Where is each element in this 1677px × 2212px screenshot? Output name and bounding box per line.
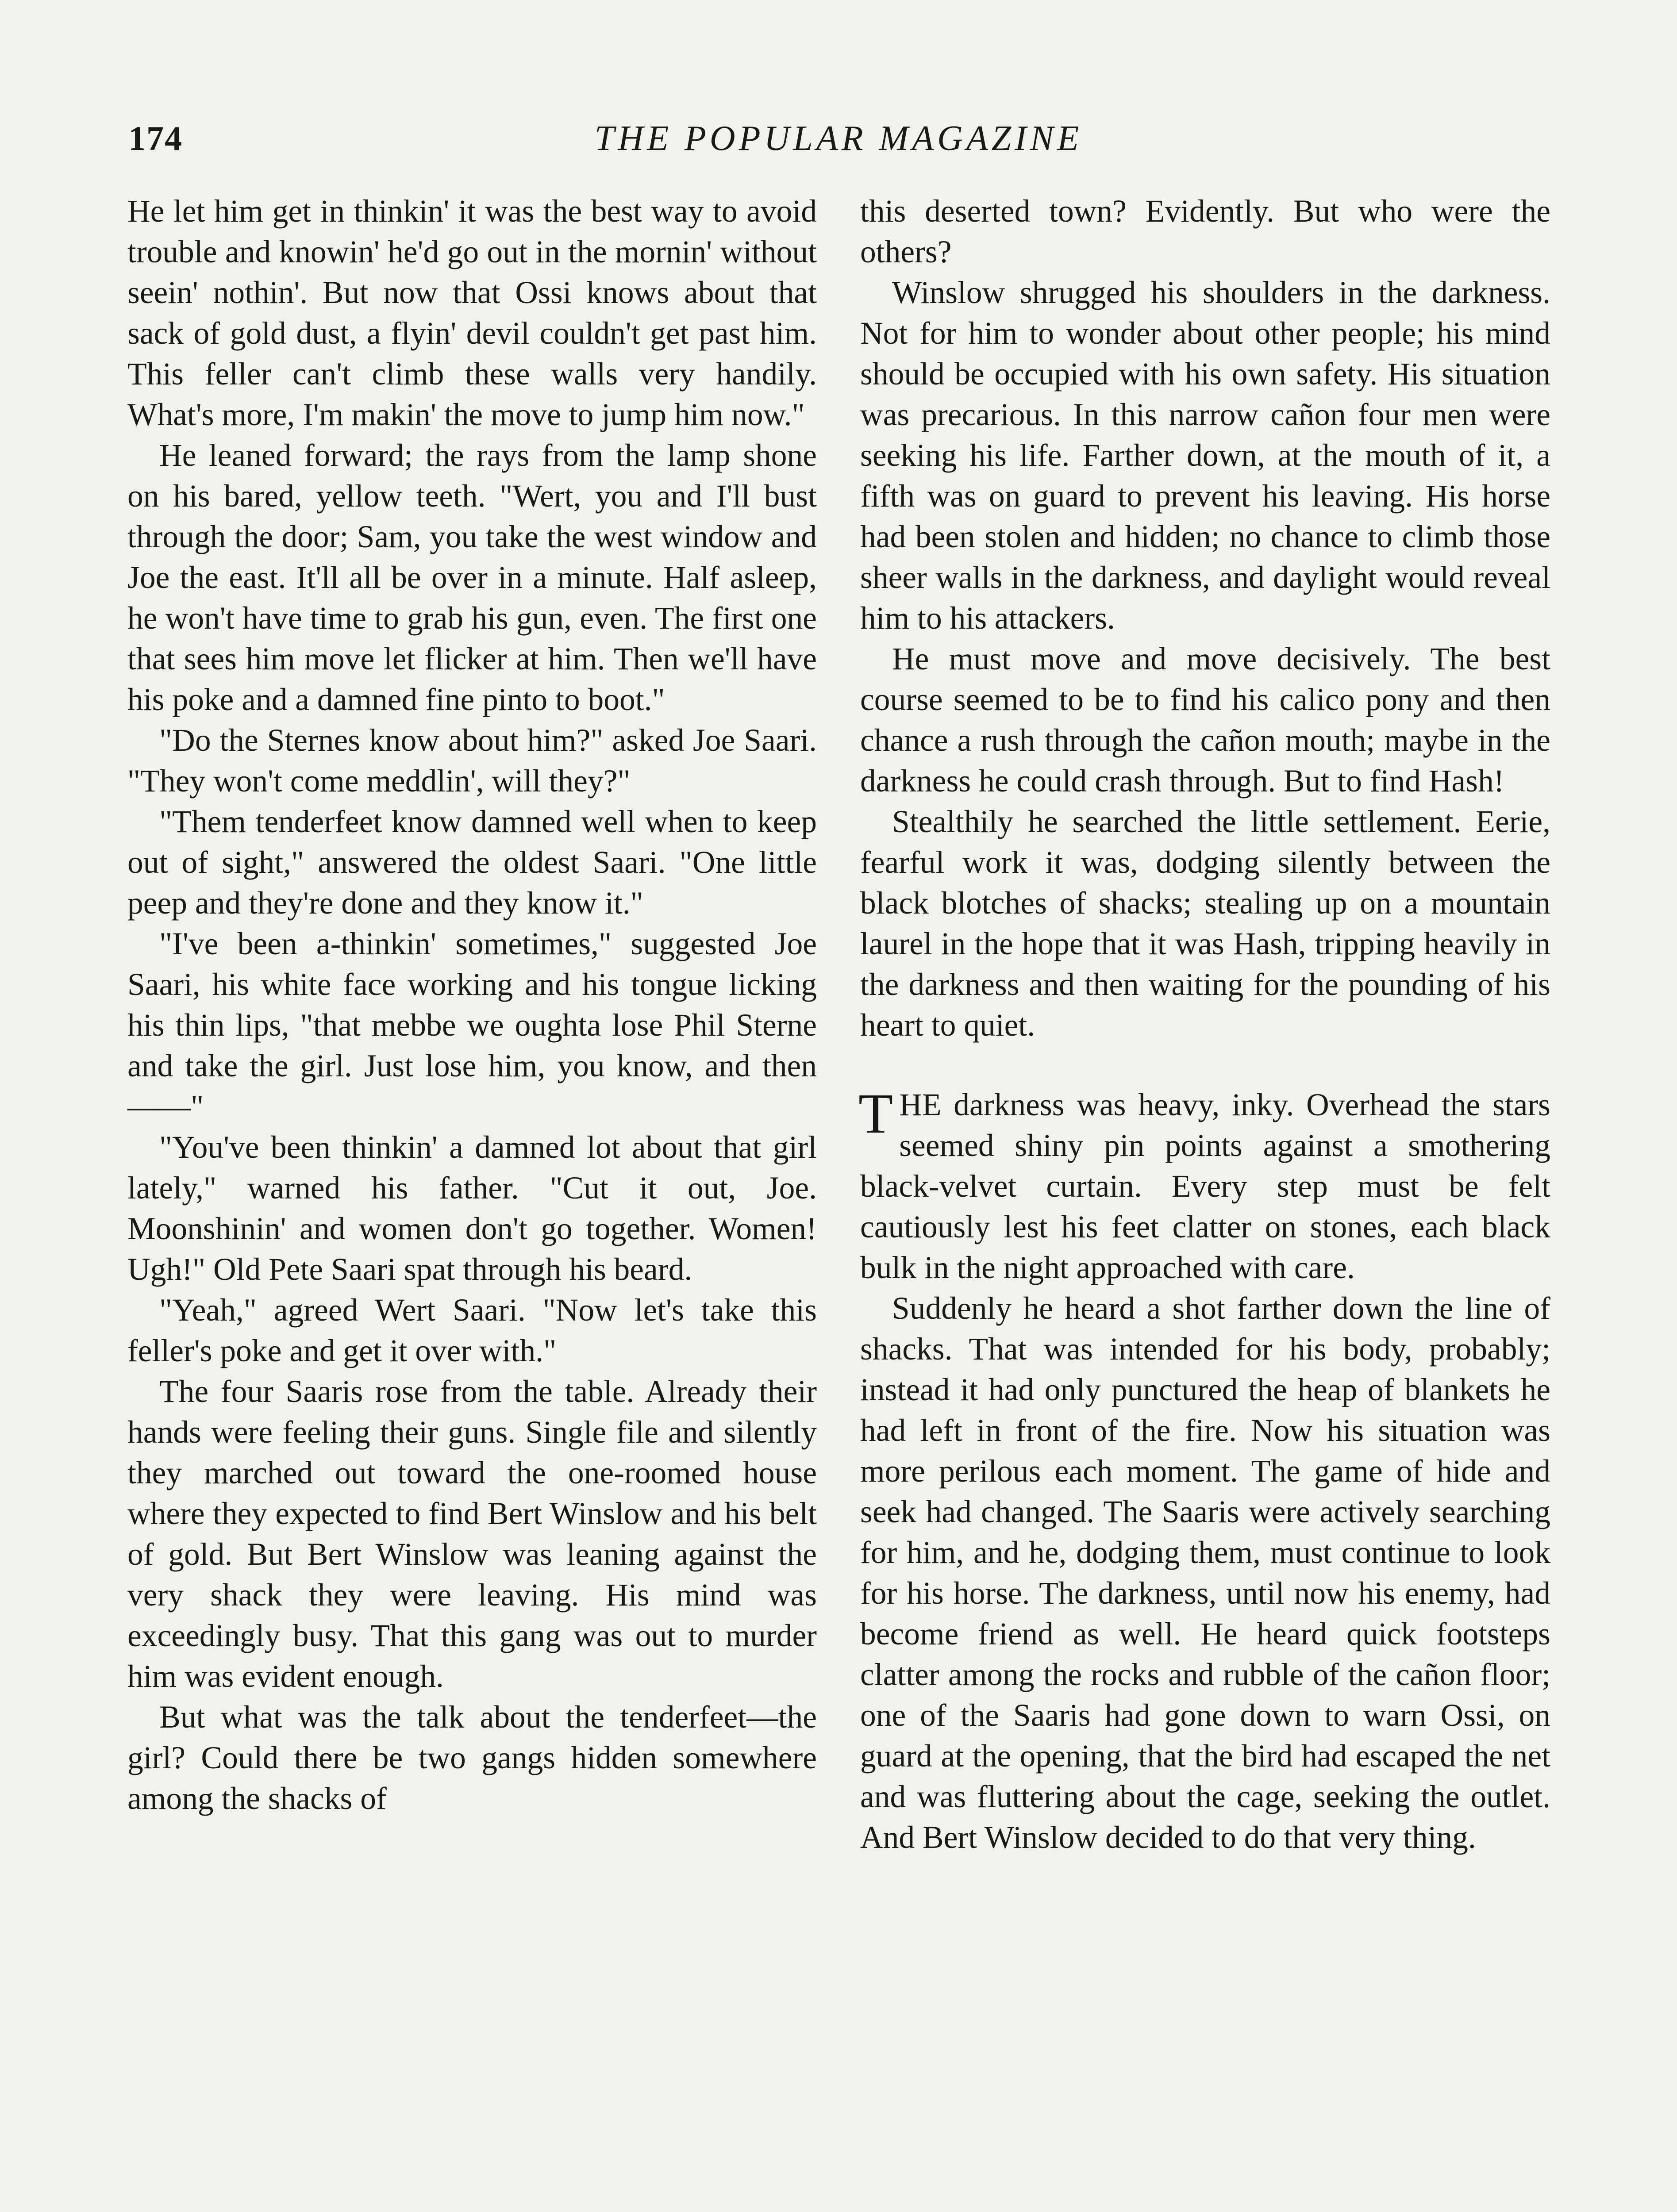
page-number: 174: [128, 119, 183, 157]
paragraph: The four Saaris rose from the table. Already their hands were feeling their guns. Single file and silently they marched out toward the one-roomed house where they expected to find Bert Winslow and his belt of gold. But Bert Winslow was leaning against the very shack they were leaving. His mind was exceedingly busy. That this gang was out to murder him was evident enough.: [127, 1374, 817, 1694]
paragraph: this deserted town? Evidently. But who were the others?: [860, 194, 1550, 269]
paragraph: "Do the Sternes know about him?" asked Joe Saari. "They won't come meddlin', will they?": [127, 723, 817, 799]
paragraph: "Yeah," agreed Wert Saari. "Now let's take this feller's poke and get it over with.": [127, 1293, 817, 1368]
paragraph: "I've been a-thinkin' sometimes," suggested Joe Saari, his white face working and his tongue licking his thin lips, "that mebbe we oughta lose Phil Sterne and take the girl. Just lose him, you know, and then——": [127, 926, 817, 1124]
right-column: [860, 191, 1550, 1858]
paragraph: Stealthily he searched the little settlement. Eerie, fearful work it was, dodging silently between the black blotches of shacks; stealing up on a mountain laurel in the hope that it was Hash, tripping heavily in the darkness and then waiting for the pounding of his heart to quiet.: [860, 804, 1550, 1043]
left-column: [127, 191, 817, 1819]
paragraph: He leaned forward; the rays from the lamp shone on his bared, yellow teeth. "Wert, you and I'll bust through the door; Sam, you take the west window and Joe the east. It'll all be over in a minute. Half asleep, he won't have time to grab his gun, even. The first one that sees him move let flicker at him. Then we'll have his poke and a damned fine pinto to boot.": [127, 438, 817, 717]
paragraph: Suddenly he heard a shot farther down the line of shacks. That was intended for his body, probably; instead it had only punctured the heap of blankets he had left in front of the fire. Now his situation was more perilous each moment. The game of hide and seek had changed. The Saaris were actively searching for him, and he, dodging them, must continue to look for his horse. The darkness, until now his enemy, had become friend as well. He heard quick footsteps clatter among the rocks and rubble of the cañon floor; one of the Saaris had gone down to warn Ossi, on guard at the opening, that the bird had escaped the net and was fluttering about the cage, seeking the outlet. And Bert Winslow decided to do that very thing.: [860, 1291, 1550, 1855]
section-opening-text: HE darkness was heavy, inky. Overhead the stars seemed shiny pin points against a smothering black-velvet curtain. Every step must be felt cautiously lest his feet clatter on stones, each black bulk in the night approached with care.: [860, 1087, 1550, 1285]
paragraph: He must move and move decisively. The best course seemed to be to find his calico pony and then chance a rush through the cañon mouth; maybe in the darkness he could crash through. But to find Hash!: [860, 641, 1550, 799]
section-opening-paragraph: [858, 1082, 1550, 1288]
paragraph: "You've been thinkin' a damned lot about that girl lately," warned his father. "Cut it out, Joe. Moonshinin' and women don't go together. Women! Ugh!" Old Pete Saari spat through his beard.: [127, 1130, 817, 1287]
page-header: [128, 119, 1549, 167]
paragraph: Winslow shrugged his shoulders in the darkness. Not for him to wonder about other people; his mind should be occupied with his own safety. His situation was precarious. In this narrow cañon four men were seeking his life. Farther down, at the mouth of it, a fifth was on guard to prevent his leaving. His horse had been stolen and hidden; no chance to climb those sheer walls in the darkness, and daylight would reveal him to his attackers.: [860, 275, 1550, 636]
magazine-title: THE POPULAR MAGAZINE: [594, 119, 1083, 158]
paragraph: "Them tenderfeet know damned well when to keep out of sight," answered the oldest Saari. "One little peep and they're done and they know it.": [127, 804, 817, 921]
paragraph: But what was the talk about the tenderfeet—the girl? Could there be two gangs hidden somewhere among the shacks of: [127, 1700, 817, 1816]
paragraph: He let him get in thinkin' it was the best way to avoid trouble and knowin' he'd go out in the mornin' without seein' nothin'. But now that Ossi knows about that sack of gold dust, a flyin' devil couldn't get past him. This feller can't climb these walls very handily. What's more, I'm makin' the move to jump him now.": [127, 194, 817, 432]
drop-cap: T: [858, 1082, 893, 1145]
